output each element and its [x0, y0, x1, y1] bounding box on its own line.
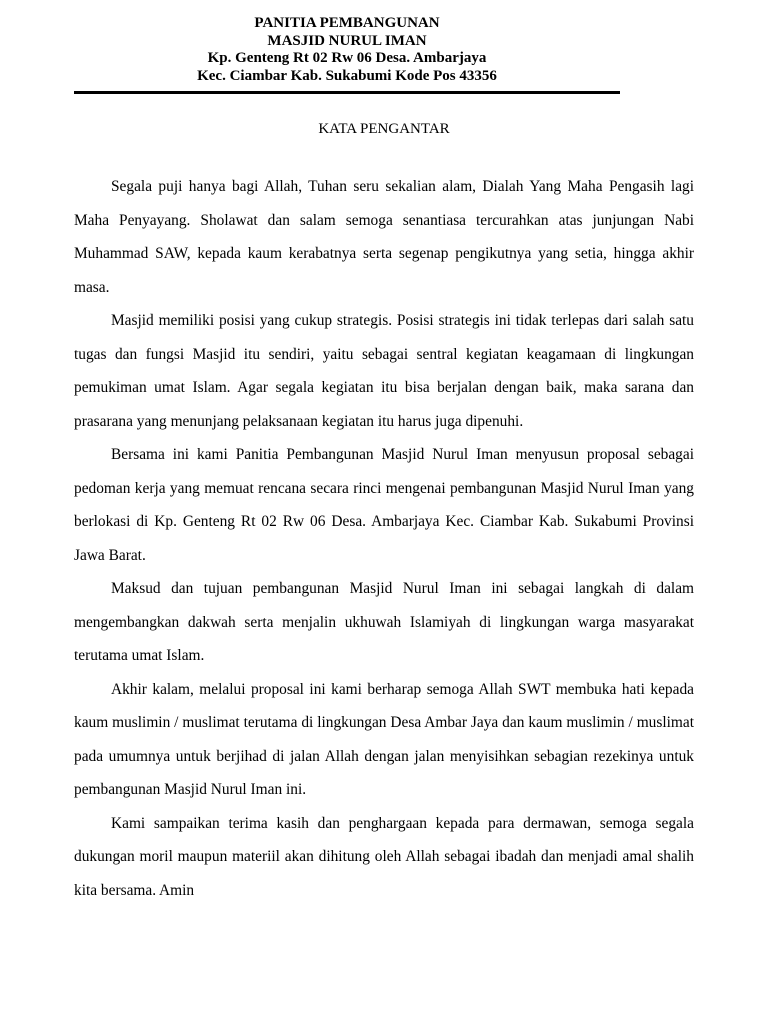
letterhead — [74, 15, 620, 85]
paragraph: Masjid memiliki posisi yang cukup strategis. Posisi strategis ini tidak terlepas dari salah satu tugas dan fungsi Masjid itu sendiri, yaitu sebagai sentral kegiatan keagamaan di lingkungan pemukiman umat Islam. Agar segala kegiatan itu bisa berjalan dengan baik, maka sarana dan prasarana yang menunjang pelaksanaan kegiatan itu harus juga dipenuhi. — [74, 312, 694, 430]
paragraph: Bersama ini kami Panitia Pembangunan Masjid Nurul Iman menyusun proposal sebagai pedoman kerja yang memuat rencana secara rinci mengenai pembangunan Masjid Nurul Iman yang berlokasi di Kp. Genteng Rt 02 Rw 06 Desa. Ambarjaya Kec. Ciambar Kab. Sukabumi Provinsi Jawa Barat. — [74, 446, 694, 564]
committee-name: PANITIA PEMBANGUNAN — [254, 15, 440, 31]
paragraph: Kami sampaikan terima kasih dan penghargaan kepada para dermawan, semoga segala dukungan moril maupun materiil akan dihitung oleh Allah sebagai ibadah dan menjadi amal shalih kita bersama. Amin — [74, 814, 694, 899]
paragraph: Maksud dan tujuan pembangunan Masjid Nurul Iman ini sebagai langkah di dalam mengembangkan dakwah serta menjalin ukhuwah Islamiyah di lingkungan warga masyarakat terutama umat Islam. — [74, 580, 694, 664]
document-body — [74, 170, 694, 907]
letterhead-divider — [74, 91, 620, 94]
district-line: Kec. Ciambar Kab. Sukabumi Kode Pos 43356 — [197, 67, 497, 84]
address-line: Kp. Genteng Rt 02 Rw 06 Desa. Ambarjaya — [207, 50, 487, 66]
paragraph: Segala puji hanya bagi Allah, Tuhan seru sekalian alam, Dialah Yang Maha Pengasih lagi Maha Penyayang. Sholawat dan salam semoga senantiasa tercurahkan atas junjungan Nabi Muhammad SAW, kepada kaum kerabatnya serta segenap pengikutnya yang setia, hingga akhir masa. — [74, 178, 694, 296]
mosque-name: MASJID NURUL IMAN — [267, 32, 427, 49]
paragraph: Akhir kalam, melalui proposal ini kami berharap semoga Allah SWT membuka hati kepada kaum muslimin / muslimat terutama di lingkungan Desa Ambar Jaya dan kaum muslimin / muslimat pada umumnya untuk berjihad di jalan Allah dengan jalan menyisihkan sebagian rezekinya untuk pembangunan Masjid Nurul Iman ini. — [74, 680, 694, 798]
page-title: KATA PENGANTAR — [318, 121, 450, 137]
